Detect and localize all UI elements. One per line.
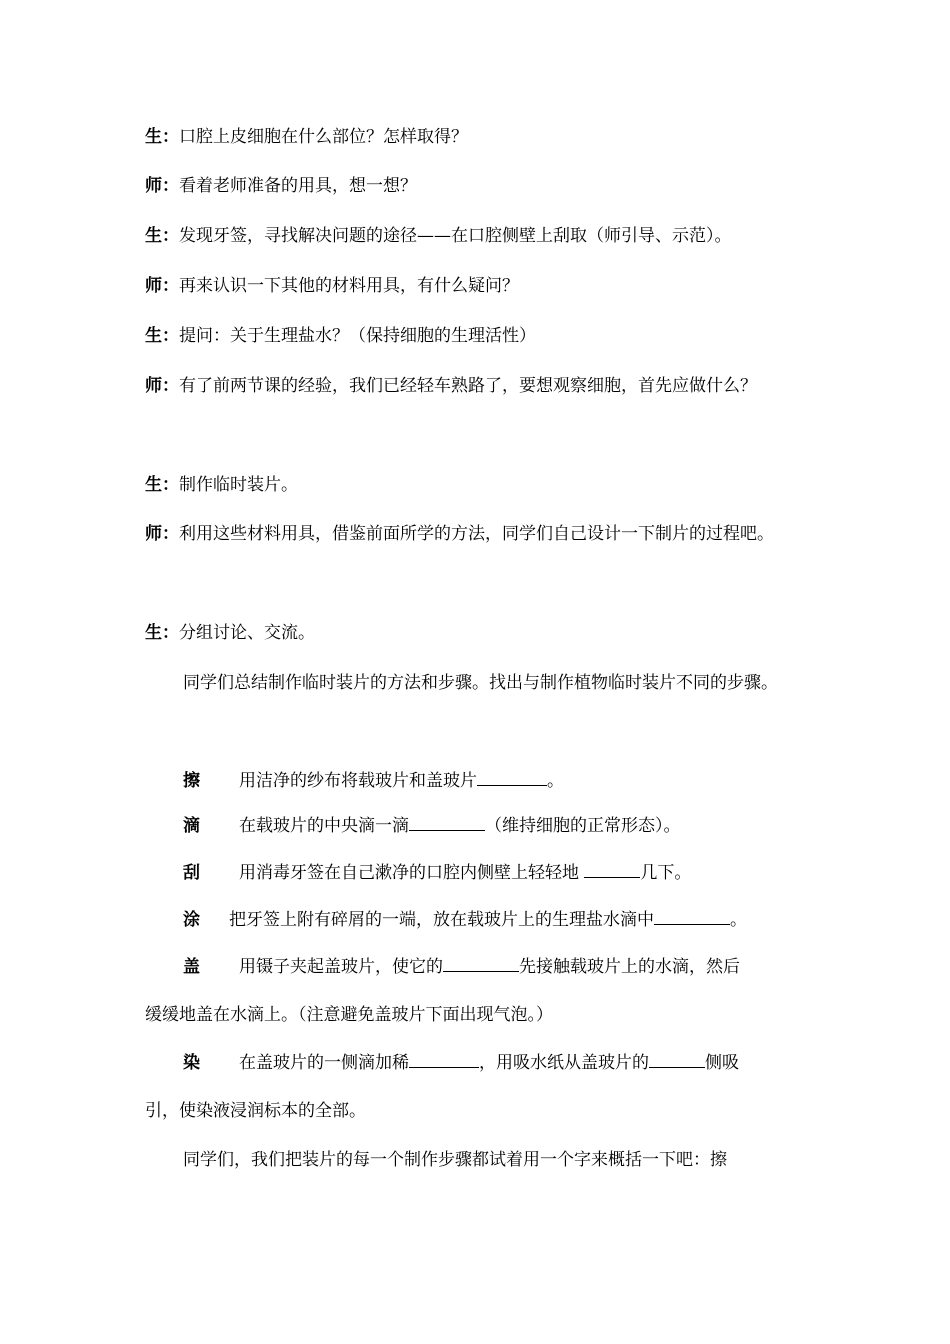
dialogue-line-9: [145, 609, 805, 658]
step-text-after: 先接触载玻片上的水滴，然后: [519, 957, 740, 977]
speaker-label: 生：: [145, 326, 179, 346]
dialogue-text: 利用这些材料用具，借鉴前面所学的方法，同学们自己设计一下制片的过程吧。: [179, 524, 774, 544]
step-ca: [183, 757, 564, 806]
speaker-label: 生：: [145, 623, 179, 643]
step-gua: [183, 849, 691, 898]
step-text: 在载玻片的中央滴一滴: [239, 816, 409, 836]
step-key: 刮: [183, 863, 200, 883]
dialogue-line-5: [145, 312, 805, 361]
fill-blank[interactable]: [409, 1052, 479, 1068]
fill-blank[interactable]: [654, 909, 730, 925]
dialogue-text: 分组讨论、交流。: [179, 623, 315, 643]
step-gai: [183, 943, 740, 992]
dialogue-text: 提问：关于生理盐水？（保持细胞的生理活性）: [179, 326, 536, 346]
step-text: 在盖玻片的一侧滴加稀: [239, 1053, 409, 1073]
dialogue-line-2: [145, 162, 805, 211]
step-key: 滴: [183, 816, 200, 836]
step-key: 染: [183, 1053, 200, 1073]
speaker-label: 师：: [145, 276, 179, 296]
step-key: 涂: [183, 910, 200, 930]
step-ran: [183, 1039, 739, 1088]
dialogue-text: 有了前两节课的经验，我们已经轻车熟路了，要想观察细胞，首先应做什么？: [179, 376, 757, 396]
speaker-label: 生：: [145, 127, 179, 147]
step-text: 用消毒牙签在自己漱净的口腔内侧壁上轻轻地: [239, 863, 585, 883]
dialogue-line-7: [145, 461, 805, 510]
dialogue-line-1: [145, 113, 805, 162]
step-gai-continued: 缓缓地盖在水滴上。（注意避免盖玻片下面出现气泡。）: [145, 1005, 553, 1025]
speaker-label: 师：: [145, 376, 179, 396]
dialogue-line-8: [145, 510, 805, 559]
intro-paragraph: 同学们总结制作临时装片的方法和步骤。找出与制作植物临时装片不同的步骤。: [183, 673, 778, 693]
fill-blank[interactable]: [443, 956, 519, 972]
dialogue-line-4: [145, 262, 805, 311]
dialogue-text: 看着老师准备的用具，想一想？: [179, 176, 417, 196]
fill-blank[interactable]: [584, 862, 640, 878]
dialogue-line-6: [145, 362, 805, 411]
closing-paragraph: 同学们，我们把装片的每一个制作步骤都试着用一个字来概括一下吧：擦: [183, 1150, 727, 1170]
step-text-after: （维持细胞的正常形态）。: [485, 816, 681, 836]
step-text-after: 。: [547, 771, 564, 791]
dialogue-text: 制作临时装片。: [179, 475, 298, 495]
speaker-label: 生：: [145, 226, 179, 246]
step-text-middle: ，用吸水纸从盖玻片的: [479, 1053, 649, 1073]
speaker-label: 师：: [145, 524, 179, 544]
step-key: 盖: [183, 957, 200, 977]
dialogue-text: 口腔上皮细胞在什么部位？怎样取得？: [179, 127, 468, 147]
fill-blank[interactable]: [477, 770, 547, 786]
step-text-after: 。: [730, 910, 747, 930]
fill-blank[interactable]: [409, 815, 485, 831]
step-text: 用洁净的纱布将载玻片和盖玻片: [239, 771, 477, 791]
speaker-label: 师：: [145, 176, 179, 196]
step-di: [183, 802, 681, 851]
dialogue-text: 发现牙签，寻找解决问题的途径——在口腔侧壁上刮取（师引导、示范）。: [179, 226, 732, 246]
step-tu: [183, 896, 747, 945]
step-key: 擦: [183, 771, 200, 791]
step-text: 用镊子夹起盖玻片，使它的: [239, 957, 443, 977]
step-text: 把牙签上附有碎屑的一端，放在载玻片上的生理盐水滴中: [229, 910, 654, 930]
speaker-label: 生：: [145, 475, 179, 495]
fill-blank[interactable]: [649, 1052, 705, 1068]
step-ran-continued: 引，使染液浸润标本的全部。: [145, 1101, 366, 1121]
dialogue-line-3: [145, 212, 825, 261]
dialogue-text: 再来认识一下其他的材料用具，有什么疑问？: [179, 276, 519, 296]
step-text-after: 几下。: [640, 863, 692, 883]
step-text-after: 侧吸: [705, 1053, 739, 1073]
